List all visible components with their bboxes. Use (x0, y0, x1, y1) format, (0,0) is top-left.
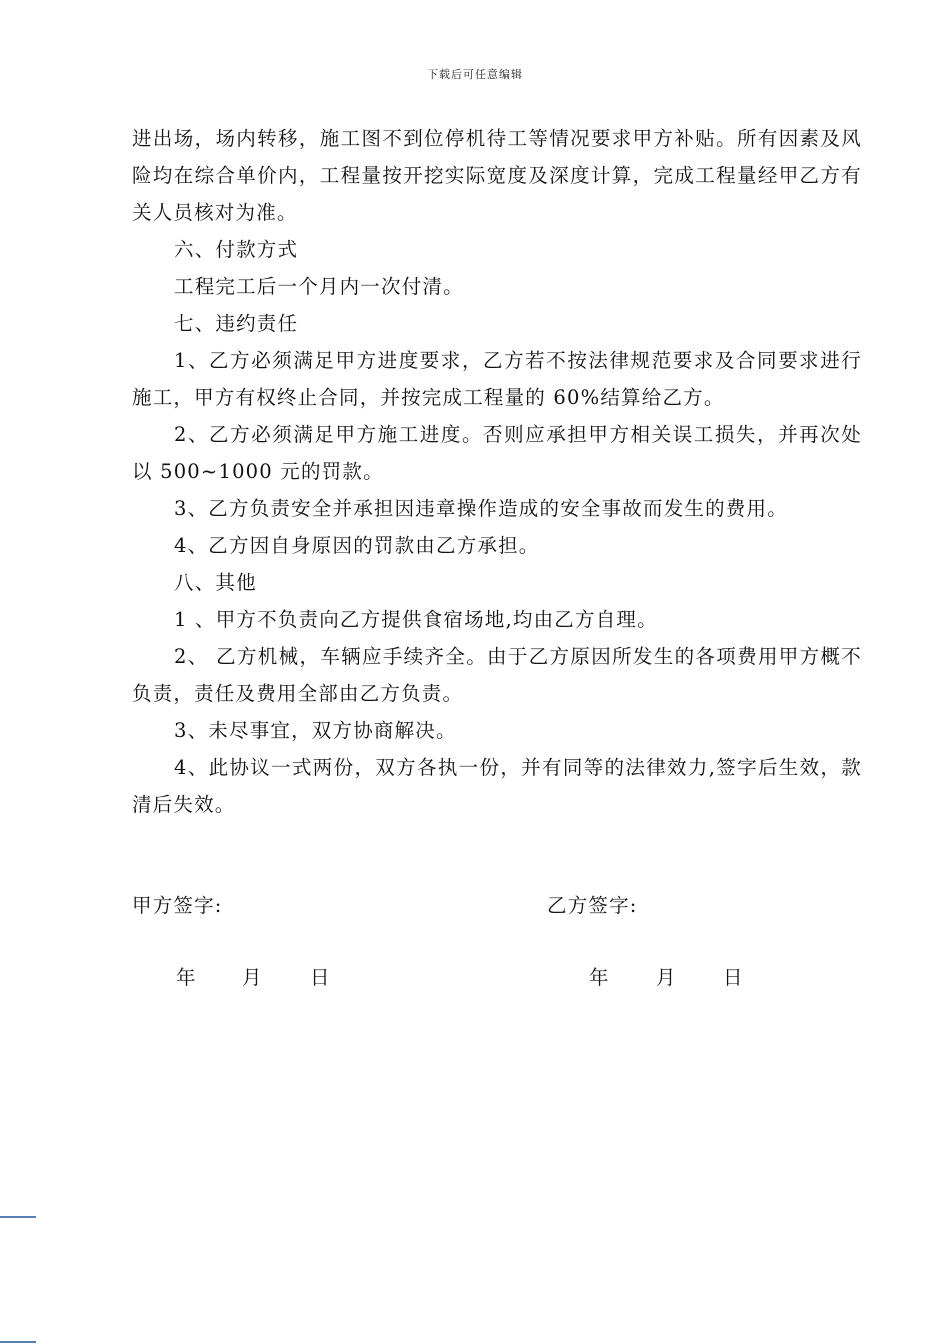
page-edge-marker (0, 1341, 36, 1343)
header-note: 下载后可任意编辑 (427, 68, 523, 81)
party-a-signature-label: 甲方签字: (132, 894, 223, 917)
section-6-text: 工程完工后一个月内一次付清。 (174, 275, 464, 298)
section-7-item-2: 2、乙方必须满足甲方施工进度。否则应承担甲方相关误工损失，并再次处以 500~1000 元的罚款。 (132, 423, 862, 483)
document-body (132, 120, 862, 823)
section-7-item-3: 3、乙方负责安全并承担因违章操作造成的安全事故而发生的费用。 (174, 497, 788, 520)
paragraph-continuation: 进出场，场内转移，施工图不到位停机待工等情况要求甲方补贴。所有因素及风险均在综合单价内，工程量按开挖实际宽度及深度计算，完成工程量经甲乙方有关人员核对为准。 (132, 127, 862, 224)
section-8-item-3: 3、未尽事宜，双方协商解决。 (174, 719, 457, 742)
party-a-month-label: 月 (242, 966, 262, 989)
section-7-title: 七、违约责任 (174, 312, 299, 335)
party-a-day-label: 日 (310, 966, 330, 989)
party-b-month-label: 月 (656, 966, 676, 989)
section-7-item-4: 4、乙方因自身原因的罚款由乙方承担。 (174, 534, 540, 557)
section-7-item-1: 1、乙方必须满足甲方进度要求，乙方若不按法律规范要求及合同要求进行施工，甲方有权终止合同，并按完成工程量的 60%结算给乙方。 (132, 349, 862, 409)
page-edge-marker (0, 1216, 36, 1218)
section-8-item-1: 1 、甲方不负责向乙方提供食宿场地,均由乙方自理。 (174, 608, 658, 631)
party-b-day-label: 日 (723, 966, 743, 989)
section-8-item-2: 2、 乙方机械，车辆应手续齐全。由于乙方原因所发生的各项费用甲方概不负责，责任及费用全部由乙方负责。 (132, 645, 862, 705)
party-a-year-label: 年 (176, 966, 196, 989)
party-b-signature-label: 乙方签字: (547, 894, 638, 917)
section-6-title: 六、付款方式 (174, 238, 299, 261)
section-8-item-4: 4、此协议一式两份，双方各执一份，并有同等的法律效力,签字后生效，款清后失效。 (132, 756, 862, 816)
party-b-year-label: 年 (589, 966, 609, 989)
section-8-title: 八、其他 (174, 571, 257, 594)
